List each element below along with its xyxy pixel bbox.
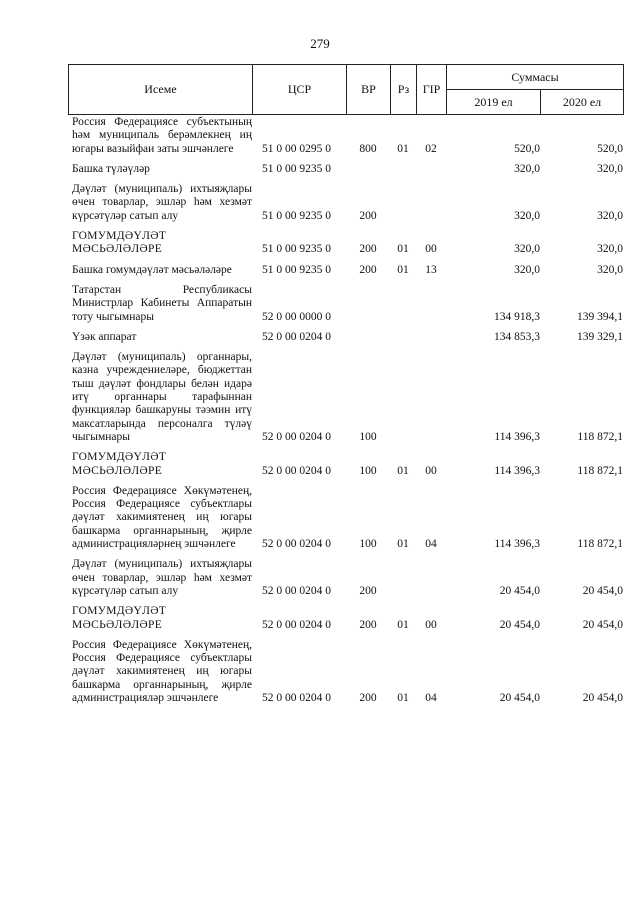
cell-y2019: 20 454,0 xyxy=(499,691,540,704)
cell-y2020: 118 872,1 xyxy=(577,430,623,443)
cell-vr: 200 xyxy=(359,263,377,276)
cell-y2019: 320,0 xyxy=(514,162,540,175)
page-number: 279 xyxy=(310,36,330,51)
cell-name: Дәүләт (муниципаль) ихтыяҗлары өчен товарлар, эшләр һәм хезмәт күрсәтүләр сатып алу xyxy=(72,183,252,222)
cell-vr: 200 xyxy=(359,691,377,704)
table-row xyxy=(72,605,623,632)
header-name: Исеме xyxy=(69,65,253,115)
table-row xyxy=(72,485,623,551)
cell-vr: 200 xyxy=(359,243,377,256)
cell-name: Үзәк аппарат xyxy=(72,330,137,343)
cell-vr: 200 xyxy=(359,209,377,222)
cell-rz: 01 xyxy=(397,691,409,704)
cell-name: ГОМУМДӘҮЛӘТ МӘСЬӘЛӘЛӘРЕ xyxy=(72,230,167,256)
cell-vr: 100 xyxy=(359,464,377,477)
table-row xyxy=(72,331,623,344)
header-pr: ГІР xyxy=(417,65,447,115)
table-row xyxy=(72,558,623,598)
cell-y2019: 20 454,0 xyxy=(499,584,540,597)
cell-csr: 52 0 00 0204 0 xyxy=(262,464,331,477)
table-row xyxy=(72,183,623,223)
table-row xyxy=(72,163,623,176)
cell-name: ГОМУМДӘҮЛӘТ МӘСЬӘЛӘЛӘРЕ xyxy=(72,451,167,477)
cell-csr: 51 0 00 9235 0 xyxy=(262,243,331,256)
cell-rz: 01 xyxy=(397,243,409,256)
cell-rz: 01 xyxy=(397,142,409,155)
cell-csr: 52 0 00 0204 0 xyxy=(262,330,331,343)
cell-rz: 01 xyxy=(397,263,409,276)
cell-name: Россия Федерациясе субъектының һәм муниципаль берәмлекнең иң югары вазыйфаи заты эшчәнлеге xyxy=(72,116,252,155)
cell-csr: 51 0 00 9235 0 xyxy=(262,209,331,222)
cell-name: Башка түләүләр xyxy=(72,162,150,175)
cell-csr: 52 0 00 0204 0 xyxy=(262,430,331,443)
table-row xyxy=(72,639,623,705)
cell-vr: 800 xyxy=(359,142,377,155)
cell-csr: 51 0 00 0295 0 xyxy=(262,142,331,155)
cell-y2020: 320,0 xyxy=(597,263,623,276)
cell-y2019: 114 396,3 xyxy=(494,464,540,477)
table-row xyxy=(72,451,623,478)
cell-y2019: 114 396,3 xyxy=(494,538,540,551)
cell-rz: 01 xyxy=(397,538,409,551)
table-header xyxy=(68,64,624,115)
cell-csr: 51 0 00 9235 0 xyxy=(262,162,331,175)
cell-y2019: 320,0 xyxy=(514,263,540,276)
cell-y2019: 134 918,3 xyxy=(494,310,540,323)
cell-csr: 52 0 00 0204 0 xyxy=(262,618,331,631)
table-row xyxy=(72,116,623,156)
cell-vr: 200 xyxy=(359,584,377,597)
cell-y2020: 118 872,1 xyxy=(577,538,623,551)
table-row xyxy=(72,264,623,277)
cell-y2019: 320,0 xyxy=(514,243,540,256)
cell-y2019: 20 454,0 xyxy=(499,618,540,631)
cell-y2020: 520,0 xyxy=(597,142,623,155)
header-sum: Суммасы xyxy=(447,65,624,90)
cell-vr: 100 xyxy=(359,538,377,551)
header-year-2020: 2020 ел xyxy=(541,90,624,115)
cell-y2020: 139 394,1 xyxy=(577,310,623,323)
cell-y2020: 20 454,0 xyxy=(582,618,623,631)
cell-y2020: 20 454,0 xyxy=(582,584,623,597)
cell-rz: 01 xyxy=(397,464,409,477)
header-rz: Рз xyxy=(391,65,417,115)
cell-pr: 00 xyxy=(425,243,437,256)
cell-name: Татарстан Республикасы Министрлар Кабинеты Аппаратын тоту чыгымнары xyxy=(72,283,252,323)
cell-y2020: 320,0 xyxy=(597,243,623,256)
cell-vr: 100 xyxy=(359,430,377,443)
cell-y2020: 20 454,0 xyxy=(582,691,623,704)
cell-csr: 51 0 00 9235 0 xyxy=(262,263,331,276)
cell-csr: 52 0 00 0204 0 xyxy=(262,691,331,704)
header-csr: ЦСР xyxy=(253,65,347,115)
cell-name: Россия Федерациясе Хөкүмәтенең, Россия Федерациясе субъектлары дәүләт хакимиятенең иң югары башкарма органнарының, җирле администрацияләрнең эшчәнлеге xyxy=(72,484,252,551)
cell-pr: 04 xyxy=(425,538,437,551)
table-body xyxy=(72,116,623,712)
cell-rz: 01 xyxy=(397,618,409,631)
cell-csr: 52 0 00 0204 0 xyxy=(262,538,331,551)
header-vr: ВР xyxy=(347,65,391,115)
cell-pr: 00 xyxy=(425,618,437,631)
table-row xyxy=(72,230,623,257)
cell-y2020: 320,0 xyxy=(597,162,623,175)
cell-name: Россия Федерациясе Хөкүмәтенең, Россия Федерациясе субъектлары дәүләт хакимиятенең иң югары башкарма органнарының, җирле администрацияләр эшчәнлеге xyxy=(72,638,252,704)
header-year-2019: 2019 ел xyxy=(447,90,541,115)
table-row xyxy=(72,284,623,324)
cell-name: Башка гомумдәүләт мәсьәләләре xyxy=(72,263,232,276)
cell-name: ГОМУМДӘҮЛӘТ МӘСЬӘЛӘЛӘРЕ xyxy=(72,605,167,631)
cell-y2019: 320,0 xyxy=(514,209,540,222)
cell-y2019: 520,0 xyxy=(514,142,540,155)
cell-y2020: 320,0 xyxy=(597,209,623,222)
cell-pr: 00 xyxy=(425,464,437,477)
cell-y2020: 118 872,1 xyxy=(577,464,623,477)
cell-csr: 52 0 00 0204 0 xyxy=(262,584,331,597)
cell-pr: 04 xyxy=(425,691,437,704)
cell-y2019: 134 853,3 xyxy=(494,330,540,343)
table-row xyxy=(72,351,623,444)
cell-csr: 52 0 00 0000 0 xyxy=(262,310,331,323)
cell-vr: 200 xyxy=(359,618,377,631)
cell-name: Дәүләт (муниципаль) ихтыяҗлары өчен товарлар, эшләр һәм хезмәт күрсәтүләр сатып алу xyxy=(72,558,252,597)
cell-y2020: 139 329,1 xyxy=(577,330,623,343)
cell-pr: 13 xyxy=(425,263,437,276)
cell-y2019: 114 396,3 xyxy=(494,430,540,443)
cell-pr: 02 xyxy=(425,142,437,155)
cell-name: Дәүләт (муниципаль) органнары, казна учреждениеләре, бюджеттан тыш дәүләт фондлары белән идарә итү органнары тарафыннан функцияләр башкаруны тәэмин итү максатларында персоналга түләү чыгымнары xyxy=(72,351,252,443)
